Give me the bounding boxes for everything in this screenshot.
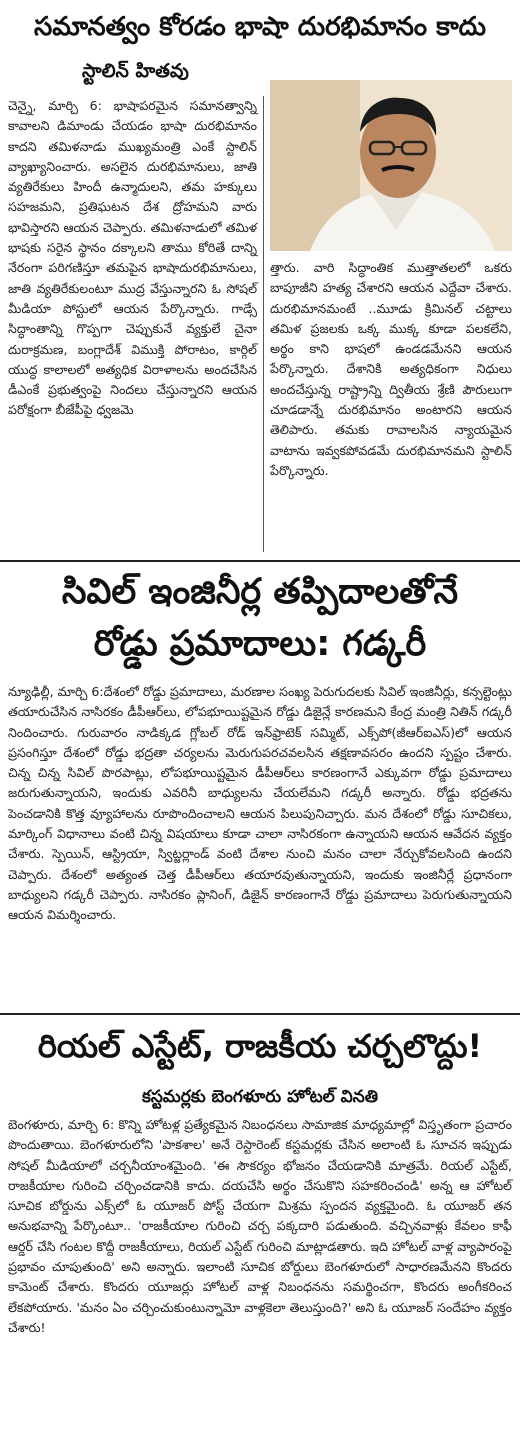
subhead-stalin: స్టాలిన్ హితవు <box>82 60 189 82</box>
article3-body <box>8 1115 512 1433</box>
headline-gadkari-line1: సివిల్ ఇంజినీర్ల తప్పిదాలతోనే <box>61 572 459 612</box>
stalin-photo <box>270 80 512 251</box>
column-divider <box>263 96 264 552</box>
article3-body-text: బెంగళూరు, మార్చి 6: కొన్ని హోటళ్ల ప్రత్యేకమైన నిబంధనలు సామాజిక మాధ్యమాల్లో విస్తృతంగా ప్రచారం పొందుతాయి. బెంగళూరులోని 'పాకశాల' అనే రెస్టారెంట్ కస్టమర్లకు చేసిన అలాంటి ఓ సూచన ఇప్పుడు సోషల్ మీడియాలో చర్చనీయాంశమైంది. 'ఈ సౌకర్యం భోజనం చేయడానికి మాత్రమే. రియల్ ఎస్టేట్, రాజకీయాల గురించి చర్చించడానికి కాదు. దయచేసి అర్థం చేసుకొని సహకరించండి' అన్న ఆ హోటల్ సూచిక బోర్డును ఎక్స్‌లో ఓ యూజర్ పోస్ట్ చేయగా మిశ్రమ స్పందన వ్యక్తమైంది. ఓ యూజర్ తన అనుభవాన్ని పేర్కొంటూ.. 'రాజకీయాల గురించి చర్చ పక్కదారి పడుతుంది. వచ్చినవాళ్లు కేవలం కాఫీ ఆర్డర్ చేసి గంటల కొద్దీ రాజకీయాలు, రియల్ ఎస్టేట్ గురించి మాట్లాడతారు. ఇది హోటల్ వాళ్ల వ్యాపారంపై ప్రభావం చూపుతుంది' అని అన్నారు. ఇలాంటి సూచిక బోర్డులు బెంగళూరులో సాధారణమేనని కొందరు కామెంట్ చేశారు. కొందరు యూజర్లు హోటల్ వాళ్ల నిబంధనను సమర్థించగా, కొందరు అంగీకరించ లేకపోయారు. 'మనం ఏం చర్చించుకుంటున్నామో వాళ్లకెలా తెలుస్తుంది?' అని ఓ యూజర్ సందేహం వ్యక్తం చేశారు! <box>8 1117 512 1335</box>
article1-col1 <box>8 96 257 556</box>
headline-hotel: రియల్ ఎస్టేట్, రాజకీయ చర్చలొద్దు! <box>37 1027 483 1065</box>
headline-gadkari-line2: రోడ్డు ప్రమాదాలు: గడ్కరీ <box>93 624 427 664</box>
article2-body-text: న్యూఢిల్లీ, మార్చి 6:దేశంలో రోడ్డు ప్రమాదాలు, మరణాల సంఖ్య పెరుగుదలకు సివిల్ ఇంజినీర్లు, కన్సల్టెంట్లు తయారుచేసిన నాసిరకం డీపీఆర్‌లు, లోపభూయిష్టమైన రోడ్డు డిజైన్లే కారణమని కేంద్ర మంత్రి నితిన్ గడ్కరీ నిందించారు. గురువారం నాడిక్కడ గ్లోబల్ రోడ్ ఇన్‌ఫ్రాటెక్ సమ్మిట్, ఎక్స్‌పో(జీఆర్ఐఎస్)లో ఆయన ప్రసంగిస్తూ దేశంలో రోడ్డు భద్రతా చర్యలను మెరుగుపరచవలసిన తక్షణావసరం ఉందని స్పష్టం చేశారు. చిన్న చిన్న సివిల్ పొరపాట్లు, లోపభూయిష్టమైన డీపీఆర్‌లు కారణంగానే ఎక్కువగా రోడ్డు ప్రమాదాలు జరుగుతున్నాయని, ఇందుకు ఎవరినీ బాధ్యులను చేయలేమని గడ్కరీ అన్నారు. రోడ్డు భద్రతను పెంచడానికి కొత్త వ్యూహాలను రూపొందించాలని ఆయన పిలుపునిచ్చారు. మన దేశంలో రోడ్డు సూచికలు, మార్కింగ్ విధానాలు వంటి చిన్న విషయాలు కూడా చాలా నాసిరకంగా ఉన్నాయని ఆయన ఆవేదన వ్యక్తం చేశారు. స్పెయిన్, ఆస్ట్రియా, స్విట్జర్లాండ్ వంటి దేశాల నుంచి మనం చాలా నేర్చుకోవలసింది ఉందని చెప్పారు. దేశంలో అత్యంత చెత్త డీపీఆర్‌లు తయారవుతున్నాయని, ఇందుకు ఇంజినీర్లే ప్రధానంగా బాధ్యులని గడ్కరీ చెప్పారు. నాసిరకం ప్లానింగ్, డిజైన్ కారణంగానే రోడ్డు ప్రమాదాలు పెరుగుతున్నాయని ఆయన విమర్శించారు. <box>8 684 512 923</box>
subhead-hotel: కస్టమర్లకు బెంగళూరు హోటల్ వినతి <box>141 1087 379 1107</box>
article1-col2-text: త్తారు. వారి సిద్ధాంతిక ముత్తాతలలో ఒకరు బాపూజీని హత్య చేశారని ఆయన ఎద్దేవా చేశారు. దురభిమానమంటే ..మూడు క్రిమినల్ చట్టాలు తమిళ ప్రజలకు ఒక్క ముక్క కూడా పలకలేని, అర్థం కాని భాషలో ఉండడమేనని ఆయన పేర్కొన్నారు. దేశానికి అత్యధికంగా నిధులు అందచేస్తున్న రాష్ట్రాన్ని ద్వితీయ శ్రేణి పౌరులుగా చూడడాన్నే దురభిమానం అంటారని ఆయన తెలిపారు. తమకు రావాలసిన న్యాయమైన వాటాను ఇవ్వకపోవడమే దురభిమానమని స్టాలిన్ పేర్కొన్నారు. <box>270 260 512 478</box>
article-gadkari <box>0 560 520 1013</box>
article-stalin <box>0 0 520 560</box>
article1-col2 <box>270 258 512 556</box>
article2-body <box>8 682 512 1010</box>
article1-col1-text: చెన్నై, మార్చి 6: భాషాపరమైన సమానత్వాన్ని కావాలని డిమాండు చేయడం భాషా దురభిమానం కాదని తమిళనాడు ముఖ్యమంత్రి ఎంకే స్టాలిన్ వ్యాఖ్యానించారు. అసలైన దురభిమానులు, జాతి వ్యతిరేకులు హిందీ ఉన్మాదులని, తమ హక్కులు సహజమని, ప్రతిఘటన దేశ ద్రోహమని వారు భావిస్తారని ఆయన చెప్పారు. తమిళనాడులో తమిళ భాషకు సరైన స్థానం దక్కాలని తాము కోరితే దాన్ని నేరంగా పరిగణిస్తూ తమపైన భాషాదురభిమానులు, జాతి వ్యతిరేకులంటూ ముద్ర వేస్తున్నారని ఓ సోషల్ మీడియా పోస్టులో ఆయన పేర్కొన్నారు. గాడ్సే సిద్ధాంతాన్ని గొప్పగా చెప్పుకునే వ్యక్తులే చైనా దురాక్రమణ, బంగ్లాదేశ్ విముక్తి పోరాటం, కార్గిల్ యుద్ధ కాలాలలో అత్యధిక విరాళాలను అందచేసిన డీఎంకే ప్రభుత్వంపై నిందలు చేస్తున్నారని ఆయన పరోక్షంగా బీజేపీపై ధ్వజమె <box>8 98 257 418</box>
headline-stalin: సమానత్వం కోరడం భాషా దురభిమానం కాదు <box>34 12 486 42</box>
article-hotel <box>0 1013 520 1436</box>
portrait-illustration <box>270 80 512 251</box>
